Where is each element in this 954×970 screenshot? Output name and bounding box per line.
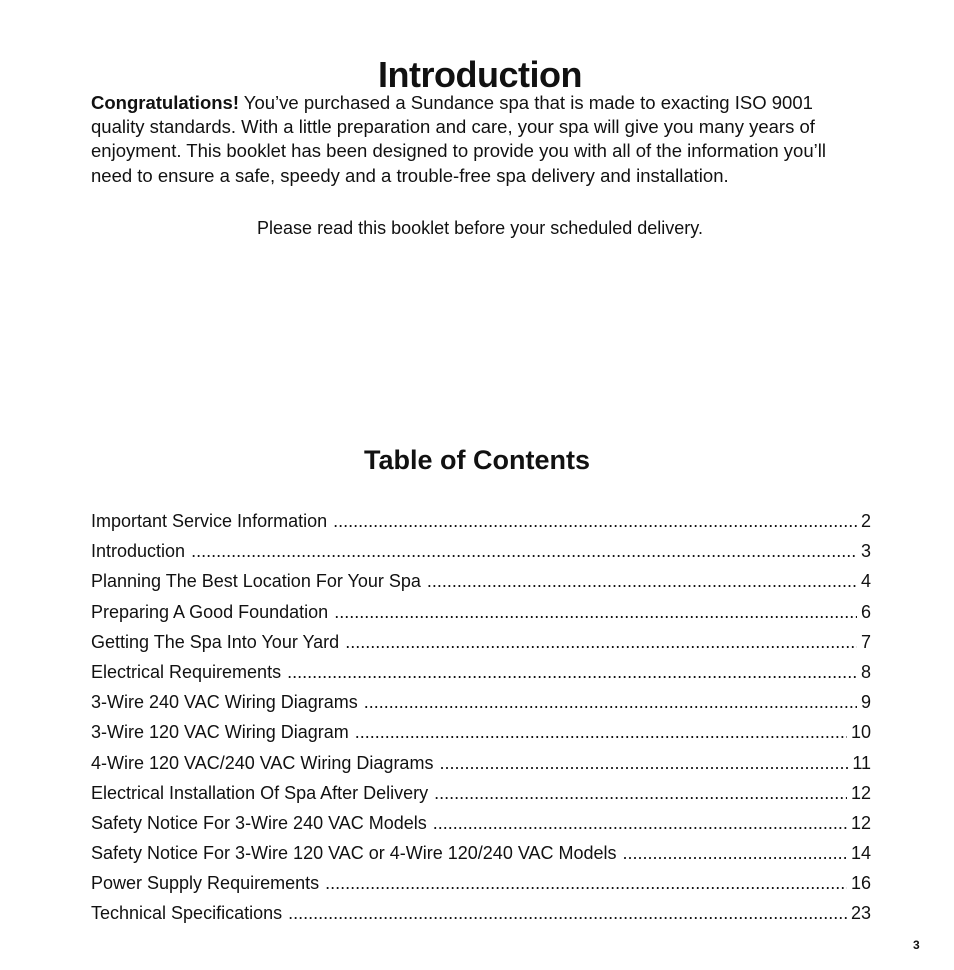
toc-entry-label: Safety Notice For 3-Wire 240 VAC Models: [91, 812, 427, 833]
toc-entry-page: 23: [850, 903, 871, 924]
toc-title: Table of Contents: [364, 445, 590, 475]
toc-leader: [333, 509, 857, 533]
toc-leader: [287, 660, 857, 684]
toc-entry: [91, 569, 871, 599]
toc-entry: [91, 871, 871, 901]
toc-entry: [91, 841, 871, 871]
toc-entry: [91, 600, 871, 630]
toc-entry-label: Power Supply Requirements: [91, 873, 320, 894]
toc-entry: [91, 781, 871, 811]
toc-entry-page: 8: [860, 661, 871, 682]
toc-leader: [434, 781, 847, 805]
toc-entry-label: Planning The Best Location For Your Spa: [91, 571, 421, 592]
toc-entry-label: Electrical Installation Of Spa After Delivery: [91, 782, 429, 803]
toc-leader: [433, 811, 847, 835]
toc-entry-page: 2: [860, 511, 871, 531]
intro-lead: Congratulations!: [91, 92, 239, 113]
intro-body: You’ve purchased a Sundance spa that is made to exacting ISO 9001 quality standards. With a little preparation and care, your spa will give you many years of enjoyment. This booklet has been designed to provide you with all of the information you’ll need to ensure a safe, speedy and a trouble-free spa delivery and installation.: [91, 92, 826, 186]
toc-entry-label: Technical Specifications: [91, 903, 283, 924]
toc-entry-label: 4-Wire 120 VAC/240 VAC Wiring Diagrams: [91, 752, 434, 773]
toc-entry-label: Introduction: [91, 541, 186, 562]
toc-leader: [355, 720, 847, 744]
toc-entry-label: Electrical Requirements: [91, 661, 282, 682]
toc-entry-label: Important Service Information: [91, 511, 328, 531]
toc-entry-page: 14: [850, 843, 871, 864]
toc-entry-label: Getting The Spa Into Your Yard: [91, 631, 340, 652]
toc-leader: [439, 751, 848, 775]
toc-entry-page: 16: [850, 873, 871, 894]
toc-entry-page: 4: [860, 571, 871, 592]
intro-paragraph: [91, 91, 871, 188]
toc-entry: [91, 660, 871, 690]
toc-entry-page: 11: [852, 752, 871, 773]
toc-entry: [91, 690, 871, 720]
page-title: Introduction: [378, 54, 582, 96]
toc-leader: [364, 690, 857, 714]
toc-entry-page: 12: [850, 812, 871, 833]
toc-entry-page: 10: [850, 722, 871, 743]
toc-entry: [91, 509, 871, 539]
toc-leader: [334, 600, 857, 624]
toc-leader: [427, 569, 857, 593]
toc-leader: [623, 841, 847, 865]
toc-entry: [91, 539, 871, 569]
toc-entry: [91, 751, 871, 781]
page-number: 3: [913, 938, 920, 952]
toc-entry-label: Safety Notice For 3-Wire 120 VAC or 4-Wire 120/240 VAC Models: [91, 843, 617, 864]
toc-entry: [91, 811, 871, 841]
toc-entry-page: 12: [850, 782, 871, 803]
toc-entry-page: 3: [860, 541, 871, 562]
toc-entry-label: 3-Wire 240 VAC Wiring Diagrams: [91, 692, 358, 713]
toc-entry: [91, 720, 871, 750]
toc-leader: [191, 539, 857, 563]
toc-entry-page: 6: [860, 601, 871, 622]
delivery-notice: Please read this booklet before your scheduled delivery.: [257, 218, 703, 238]
toc-entry-page: 7: [860, 631, 871, 652]
toc-list: [91, 509, 871, 932]
toc-leader: [288, 901, 847, 925]
toc-entry-page: 9: [860, 692, 871, 713]
toc-leader: [325, 871, 847, 895]
toc-leader: [345, 630, 857, 654]
toc-entry-label: Preparing A Good Foundation: [91, 601, 329, 622]
toc-entry: [91, 630, 871, 660]
toc-entry-label: 3-Wire 120 VAC Wiring Diagram: [91, 722, 349, 743]
toc-entry: [91, 901, 871, 931]
